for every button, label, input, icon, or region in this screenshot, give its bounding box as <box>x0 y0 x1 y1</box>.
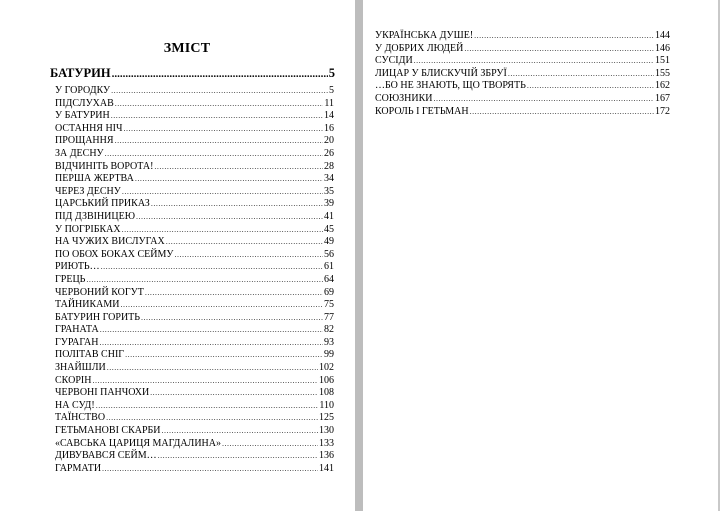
toc-entry-title: НА ЧУЖИХ ВИСЛУГАХ <box>55 236 165 248</box>
toc-entry[interactable] <box>55 198 334 211</box>
toc-entry-page: 5 <box>329 85 334 96</box>
dot-leader <box>135 173 323 186</box>
toc-entry[interactable] <box>55 135 334 148</box>
dot-leader <box>414 55 654 68</box>
toc-entry-page: 108 <box>319 387 334 399</box>
toc-entry-title: ТАЇНСТВО <box>55 412 106 424</box>
toc-entry-page: 133 <box>319 437 334 449</box>
dot-leader <box>121 299 323 312</box>
toc-entry-title: ПО ОБОХ БОКАХ СЕЙМУ <box>55 248 174 260</box>
toc-entry[interactable] <box>55 173 334 186</box>
toc-entry-page: 20 <box>324 135 334 147</box>
toc-entry-page: 136 <box>319 450 334 462</box>
left-page <box>0 0 355 511</box>
dot-leader <box>100 337 323 350</box>
toc-entry-page: 93 <box>324 336 334 348</box>
dot-leader <box>508 68 654 81</box>
toc-entry[interactable] <box>55 161 334 174</box>
toc-list-right <box>375 30 670 118</box>
toc-entry-title: НА СУД! <box>55 399 95 411</box>
dot-leader <box>115 98 324 111</box>
toc-entry[interactable] <box>55 224 334 237</box>
dot-leader <box>470 106 654 119</box>
toc-entry-page: 45 <box>324 223 334 235</box>
toc-entry-title: У ПОГРІБКАХ <box>55 223 121 235</box>
dot-leader <box>158 450 318 463</box>
dot-leader <box>96 400 319 413</box>
toc-entry-title: ЦАРСЬКИЙ ПРИКАЗ <box>55 198 150 210</box>
toc-entry-page: 162 <box>655 80 670 92</box>
toc-entry[interactable] <box>55 387 334 400</box>
toc-entry-title: ТАЙНИКАМИ <box>55 299 120 311</box>
toc-entry-title: ЧЕРЕЗ ДЕСНУ <box>55 185 121 197</box>
toc-entry-title: ПЕРША ЖЕРТВА <box>55 173 134 185</box>
toc-entry-title: У ДОБРИХ ЛЮДЕЙ <box>375 42 464 54</box>
dot-leader <box>222 438 318 451</box>
toc-entry[interactable] <box>375 43 670 56</box>
toc-entry-page: 141 <box>319 462 334 474</box>
toc-entry[interactable] <box>55 438 334 451</box>
dot-leader <box>166 236 323 249</box>
toc-entry-page: 11 <box>324 97 334 109</box>
toc-entry[interactable] <box>55 236 334 249</box>
toc-entry[interactable] <box>375 80 670 93</box>
toc-entry-title: ГРЕЦЬ <box>55 273 86 285</box>
dot-leader <box>145 287 323 300</box>
toc-entry-page: 26 <box>324 147 334 159</box>
toc-entry-title: УКРАЇНСЬКА ДУШЕ! <box>375 30 474 41</box>
dot-leader <box>102 463 318 476</box>
dot-leader <box>111 85 328 98</box>
toc-section-row[interactable] <box>50 66 335 80</box>
toc-entry-title: «САВСЬКА ЦАРИЦЯ МАГДАЛИНА» <box>55 437 221 449</box>
dot-leader <box>151 198 323 211</box>
toc-entry-title: ЧЕРВОНІ ПАНЧОХИ <box>55 387 150 399</box>
dot-leader <box>464 43 654 56</box>
toc-entry[interactable] <box>55 337 334 350</box>
toc-list-left <box>55 85 334 475</box>
toc-entry[interactable] <box>375 93 670 106</box>
toc-entry-page: 155 <box>655 67 670 79</box>
toc-entry-title: ЧЕРВОНИЙ КОГУТ <box>55 286 144 298</box>
toc-entry-title: СКОРІН <box>55 374 92 386</box>
toc-entry-page: 102 <box>319 362 334 374</box>
toc-section-page: 5 <box>328 66 335 80</box>
toc-entry-title: ОСТАННЯ НІЧ <box>55 122 123 134</box>
toc-entry[interactable] <box>55 148 334 161</box>
toc-entry-page: 99 <box>324 349 334 361</box>
toc-entry[interactable] <box>55 312 334 325</box>
toc-entry-title: ПІД ДЗВІНИЦЕЮ <box>55 210 136 222</box>
toc-entry-page: 14 <box>324 110 334 122</box>
toc-entry-page: 35 <box>324 185 334 197</box>
toc-entry-page: 56 <box>324 248 334 260</box>
toc-entry-page: 172 <box>655 105 670 117</box>
toc-entry[interactable] <box>55 375 334 388</box>
toc-entry-title: У ГОРОДКУ <box>55 85 111 96</box>
toc-entry[interactable] <box>55 110 334 123</box>
dot-leader <box>174 249 323 262</box>
toc-entry[interactable] <box>375 68 670 81</box>
toc-entry[interactable] <box>55 463 334 476</box>
dot-leader <box>124 123 323 136</box>
toc-entry-page: 110 <box>319 399 334 411</box>
toc-entry[interactable] <box>55 349 334 362</box>
dot-leader <box>150 387 318 400</box>
toc-entry-title: ВІДЧИНІТЬ ВОРОТА! <box>55 160 154 172</box>
dot-leader <box>161 425 318 438</box>
toc-entry-title: ГУРАГАН <box>55 336 99 348</box>
toc-entry-page: 16 <box>324 122 334 134</box>
toc-entry[interactable] <box>55 412 334 425</box>
dot-leader <box>527 80 654 93</box>
toc-entry[interactable] <box>55 324 334 337</box>
toc-entry-title: СОЮЗНИКИ <box>375 92 433 104</box>
toc-entry[interactable] <box>55 299 334 312</box>
dot-leader <box>86 274 323 287</box>
toc-entry-page: 146 <box>655 42 670 54</box>
dot-leader <box>136 211 323 224</box>
toc-entry-title: ЗА ДЕСНУ <box>55 147 104 159</box>
dot-leader <box>141 312 323 325</box>
toc-entry[interactable] <box>55 85 334 98</box>
toc-entry[interactable] <box>55 400 334 413</box>
toc-entry[interactable] <box>55 362 334 375</box>
toc-entry[interactable] <box>375 106 670 119</box>
dot-leader <box>434 93 654 106</box>
dot-leader <box>92 375 318 388</box>
toc-entry[interactable] <box>55 261 334 274</box>
toc-entry-page: 34 <box>324 173 334 185</box>
dot-leader <box>115 135 323 148</box>
dot-leader <box>106 412 318 425</box>
page-gutter <box>355 0 363 511</box>
toc-section-title: БАТУРИН <box>50 66 111 80</box>
toc-entry-page: 69 <box>324 286 334 298</box>
toc-entry[interactable] <box>55 211 334 224</box>
toc-entry-title: ПІДСЛУХАВ <box>55 97 114 109</box>
dot-leader <box>107 362 318 375</box>
dot-leader <box>112 67 328 81</box>
toc-entry-title: ГАРМАТИ <box>55 462 102 474</box>
toc-entry[interactable] <box>55 450 334 463</box>
dot-leader <box>154 161 323 174</box>
dot-leader <box>125 349 323 362</box>
toc-entry-title: ЛИЦАР У БЛИСКУЧІЙ ЗБРУЇ <box>375 67 507 79</box>
toc-entry[interactable] <box>55 249 334 262</box>
toc-entry-page: 61 <box>324 261 334 273</box>
toc-entry-page: 167 <box>655 92 670 104</box>
toc-entry-page: 49 <box>324 236 334 248</box>
toc-entry-title: ГРАНАТА <box>55 324 99 336</box>
toc-entry-title: …БО НЕ ЗНАЮТЬ, ЩО ТВОРЯТЬ <box>375 80 526 92</box>
toc-entry-title: СУСІДИ <box>375 55 413 67</box>
toc-entry-page: 106 <box>319 374 334 386</box>
toc-entry-page: 144 <box>655 30 670 41</box>
toc-heading: ЗМІСТ <box>163 41 211 56</box>
toc-entry-title: ПРОЩАННЯ <box>55 135 114 147</box>
toc-entry-title: ПОЛІТАВ СНІГ <box>55 349 125 361</box>
toc-entry[interactable] <box>55 186 334 199</box>
toc-entry-title: КОРОЛЬ І ГЕТЬМАН <box>375 105 469 117</box>
toc-entry-title: У БАТУРИН <box>55 110 110 122</box>
dot-leader <box>122 186 323 199</box>
toc-entry-title: ДИВУВАВСЯ СЕЙМ… <box>55 450 157 462</box>
dot-leader <box>101 261 323 274</box>
toc-entry[interactable] <box>55 274 334 287</box>
toc-entry[interactable] <box>375 55 670 68</box>
toc-entry-page: 41 <box>324 210 334 222</box>
dot-leader <box>111 110 323 123</box>
toc-entry[interactable] <box>55 287 334 300</box>
toc-entry-title: ГЕТЬМАНОВІ СКАРБИ <box>55 425 161 437</box>
toc-entry-page: 39 <box>324 198 334 210</box>
toc-entry-page: 82 <box>324 324 334 336</box>
toc-entry-page: 77 <box>324 311 334 323</box>
dot-leader <box>474 30 654 43</box>
toc-entry[interactable] <box>375 30 670 43</box>
toc-entry-page: 28 <box>324 160 334 172</box>
toc-entry-title: БАТУРИН ГОРИТЬ <box>55 311 141 323</box>
toc-entry-page: 130 <box>319 425 334 437</box>
dot-leader <box>105 148 323 161</box>
dot-leader <box>100 324 323 337</box>
toc-entry-page: 151 <box>655 55 670 67</box>
dot-leader <box>122 224 323 237</box>
toc-entry-page: 64 <box>324 273 334 285</box>
toc-entry[interactable] <box>55 98 334 111</box>
toc-entry-title: РИЮТЬ… <box>55 261 100 273</box>
toc-entry-title: ЗНАЙШЛИ <box>55 362 106 374</box>
toc-entry-page: 125 <box>319 412 334 424</box>
toc-entry[interactable] <box>55 425 334 438</box>
toc-entry-page: 75 <box>324 299 334 311</box>
right-page <box>363 0 718 511</box>
toc-entry[interactable] <box>55 123 334 136</box>
